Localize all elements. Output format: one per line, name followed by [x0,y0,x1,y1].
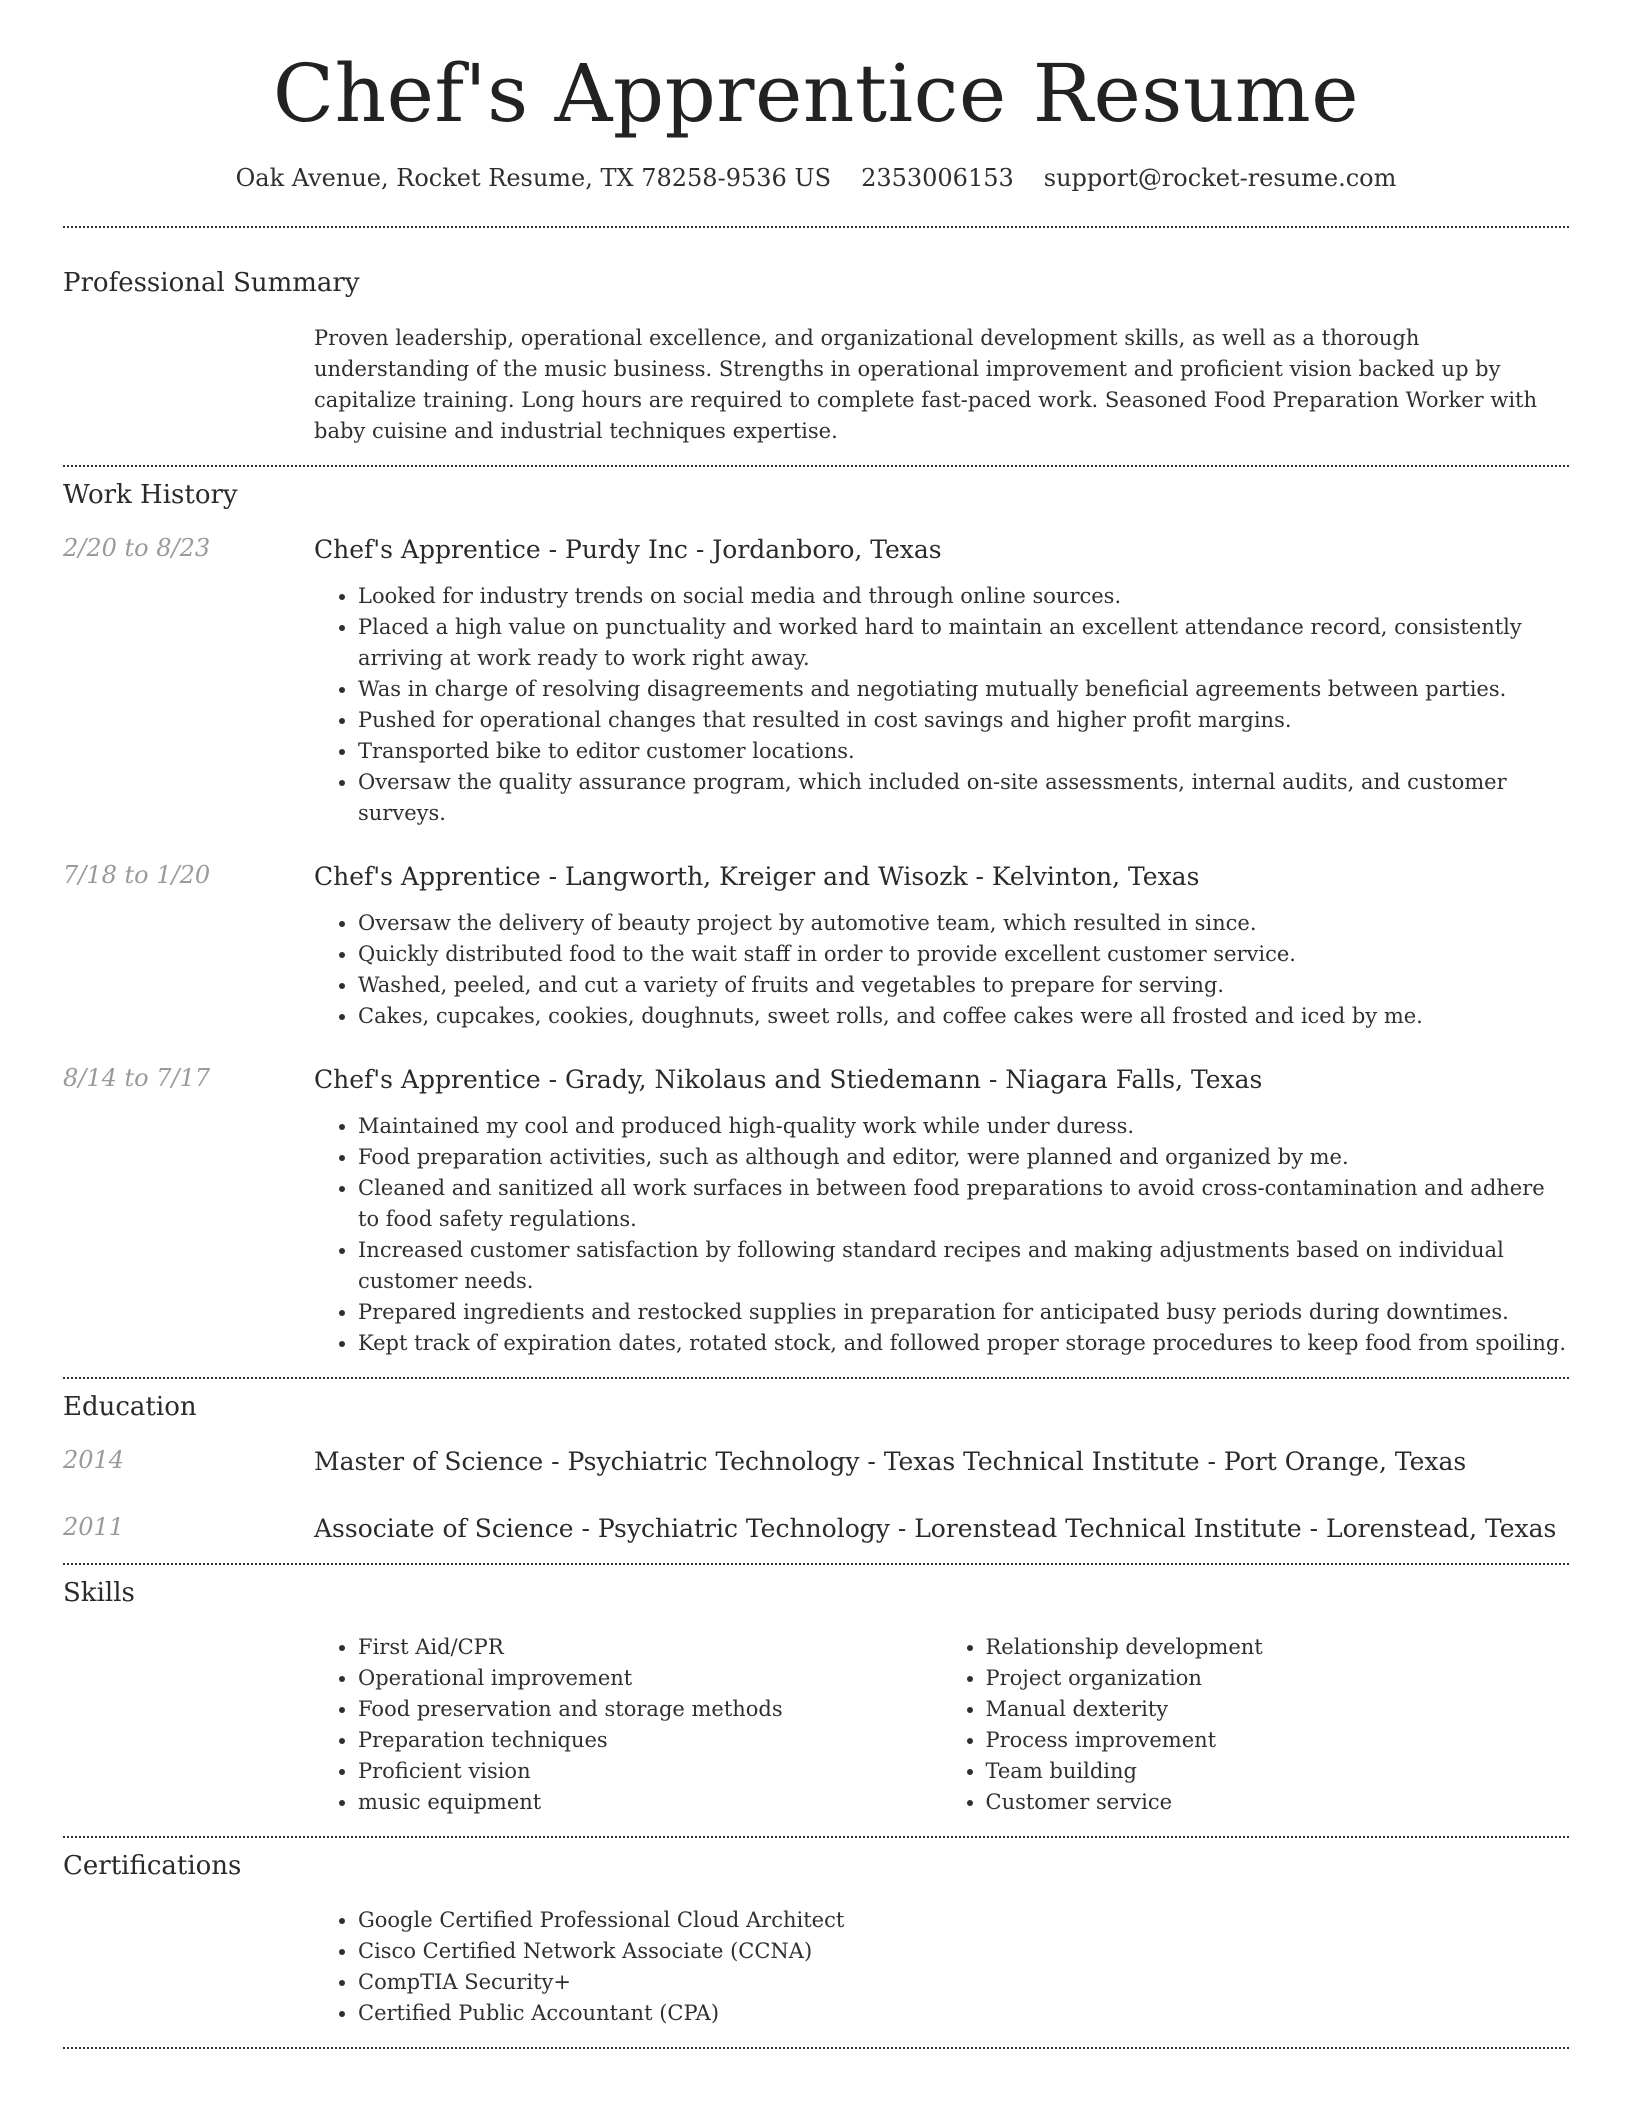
list-item: • Google Certified Professional Cloud Architect [358,1905,1569,1936]
job-dates: 8/14 to 7/17 [63,1064,211,1092]
resume-name: Chef's Apprentice Resume [272,47,1360,140]
list-item: • Food preparation activities, such as although and editor, were planned and organized by me. [358,1142,1569,1173]
education-degree: Associate of Science - Psychiatric Technology - Lorenstead Technical Institute - Lorenstead, Texas [314,1514,1557,1543]
skills-list-left [314,1632,942,1818]
contact-phone: 2353006153 [861,164,1014,192]
list-item: • Process improvement [986,1725,1570,1756]
list-item: • Maintained my cool and produced high-quality work while under duress. [358,1111,1569,1142]
contact-email: support@rocket-resume.com [1043,164,1397,192]
summary-title: Professional Summary [63,268,360,298]
job-entry [63,1064,1569,1359]
list-item: • Placed a high value on punctuality and worked hard to maintain an excellent attendance record, consistently arriving at work ready to work right away. [358,612,1569,674]
list-item: • Oversaw the delivery of beauty project by automotive team, which resulted in since. [358,908,1569,939]
list-item: • Quickly distributed food to the wait staff in order to provide excellent customer service. [358,939,1569,970]
list-item: • Looked for industry trends on social media and through online sources. [358,581,1569,612]
list-item: • CompTIA Security+ [358,1967,1569,1998]
list-item: • Certified Public Accountant (CPA) [358,1998,1569,2029]
certifications-section [63,1838,1569,2029]
job-entry [63,534,1569,829]
list-item: • Washed, peeled, and cut a variety of fruits and vegetables to prepare for serving. [358,970,1569,1001]
skills-spacer [63,1632,314,1818]
job-entry [63,861,1569,1032]
job-heading: Chef's Apprentice - Langworth, Kreiger and Wisozk - Kelvinton, Texas [314,862,1200,891]
job-dates: 2/20 to 8/23 [63,534,211,562]
certifications-spacer [63,1905,314,2029]
list-item: • Customer service [986,1787,1570,1818]
list-item: • Increased customer satisfaction by following standard recipes and making adjustments based on individual customer needs. [358,1235,1569,1297]
education-year: 2011 [63,1513,125,1541]
list-item: • Manual dexterity [986,1694,1570,1725]
list-item: • Cakes, cupcakes, cookies, doughnuts, sweet rolls, and coffee cakes were all frosted and iced by me. [358,1001,1569,1032]
list-item: • Prepared ingredients and restocked supplies in preparation for anticipated busy periods during downtimes. [358,1297,1569,1328]
list-item: • Kept track of expiration dates, rotated stock, and followed proper storage procedures to keep food from spoiling. [358,1328,1569,1359]
contact-line [63,164,1569,192]
education-entry [63,1446,1569,1478]
list-item: • Proficient vision [358,1756,942,1787]
summary-spacer [63,323,314,447]
list-item: • Preparation techniques [358,1725,942,1756]
list-item: • First Aid/CPR [358,1632,942,1663]
skills-section [63,1565,1569,1818]
job-dates: 7/18 to 1/20 [63,861,211,889]
contact-address: Oak Avenue, Rocket Resume, TX 78258-9536 US [235,164,832,192]
list-item: • Team building [986,1756,1570,1787]
education-year: 2014 [63,1446,125,1474]
list-item: • Food preservation and storage methods [358,1694,942,1725]
list-item: • Relationship development [986,1632,1570,1663]
list-item: • Project organization [986,1663,1570,1694]
summary-text: Proven leadership, operational excellence, and organizational development skills, as well as a thorough understanding of the music business. Strengths in operational improvement and proficient vision backed up by capitalize training. Long hours are required to complete fast-paced work. Seasoned Food Preparation Worker with baby cuisine and industrial techniques expertise. [314,326,1538,443]
list-item: • Oversaw the quality assurance program, which included on-site assessments, internal audits, and customer surveys. [358,767,1569,829]
certifications-list [314,1905,1569,2029]
list-item: • Transported bike to editor customer locations. [358,736,1569,767]
summary-section [63,228,1569,447]
list-item: • Cisco Certified Network Associate (CCNA) [358,1936,1569,1967]
certifications-title: Certifications [63,1851,242,1881]
job-heading: Chef's Apprentice - Grady, Nikolaus and Stiedemann - Niagara Falls, Texas [314,1065,1263,1094]
list-item: • Pushed for operational changes that resulted in cost savings and higher profit margins. [358,705,1569,736]
section-divider [63,2047,1569,2049]
skills-title: Skills [63,1578,135,1608]
list-item: • Cleaned and sanitized all work surfaces in between food preparations to avoid cross-contamination and adhere to food safety regulations. [358,1173,1569,1235]
resume-header [63,0,1569,192]
list-item: • music equipment [358,1787,942,1818]
education-section [63,1379,1569,1545]
education-degree: Master of Science - Psychiatric Technology - Texas Technical Institute - Port Orange, Texas [314,1447,1467,1476]
list-item: • Was in charge of resolving disagreements and negotiating mutually beneficial agreements between parties. [358,674,1569,705]
skills-list-right [942,1632,1570,1818]
job-bullets [314,1111,1569,1359]
job-heading: Chef's Apprentice - Purdy Inc - Jordanboro, Texas [314,535,942,564]
job-bullets [314,908,1569,1032]
education-entry [63,1513,1569,1545]
job-bullets [314,581,1569,829]
work-section [63,467,1569,1359]
list-item: • Operational improvement [358,1663,942,1694]
education-title: Education [63,1392,197,1422]
work-title: Work History [63,480,238,510]
